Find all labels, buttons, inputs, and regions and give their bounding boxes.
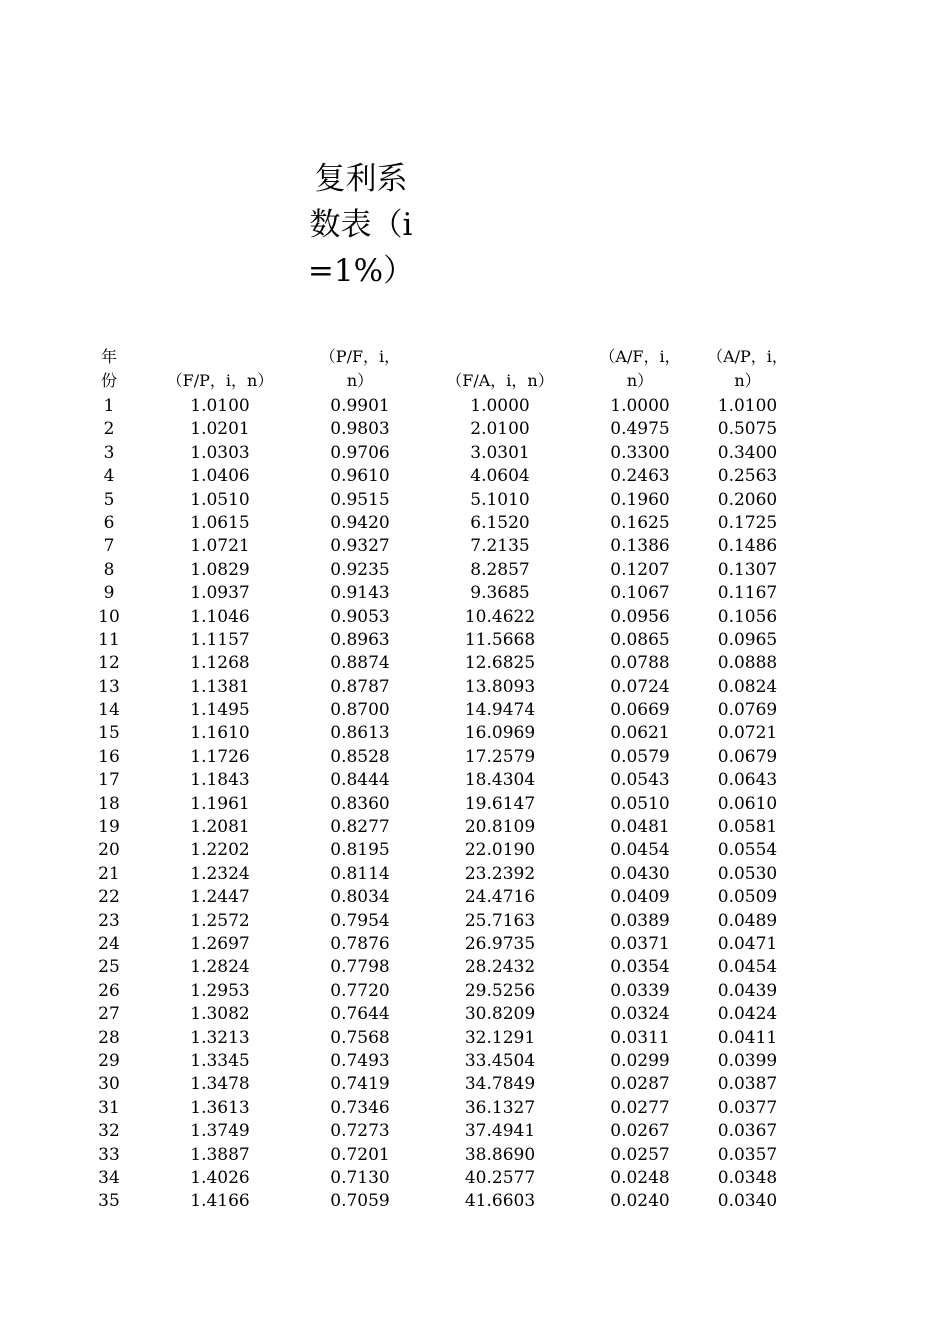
fp-cell: 1.1268 [190, 653, 250, 674]
pf-cell: 0.7201 [330, 1144, 390, 1165]
af-cell: 0.0389 [610, 910, 670, 931]
ap-cell: 0.0530 [717, 863, 778, 884]
fp-cell: 1.0829 [190, 559, 250, 580]
af-cell: 0.0299 [610, 1050, 670, 1071]
table-row [60, 722, 890, 745]
pf-cell: 0.7644 [330, 1004, 390, 1025]
fp-cell: 1.0406 [190, 466, 250, 487]
fp-cell: 1.0201 [190, 419, 250, 440]
pf-cell: 0.8963 [330, 629, 390, 650]
fp-cell: 1.0615 [190, 512, 250, 533]
year-cell: 21 [98, 863, 120, 884]
table-row [60, 1190, 890, 1213]
fa-cell: 7.2135 [470, 536, 530, 557]
af-cell: 0.0409 [610, 887, 670, 908]
ap-cell: 0.0377 [717, 1097, 778, 1118]
header-fa: （F/A，i，n） [446, 371, 554, 390]
year-cell: 12 [98, 653, 120, 674]
af-cell: 0.0669 [610, 700, 670, 721]
fp-cell: 1.1610 [190, 723, 250, 744]
table-row [60, 442, 890, 465]
ap-cell: 0.0387 [717, 1074, 778, 1095]
ap-cell: 0.0424 [717, 1004, 778, 1025]
ap-cell: 0.1486 [717, 536, 778, 557]
fa-cell: 33.4504 [464, 1050, 536, 1071]
pf-cell: 0.7419 [330, 1074, 390, 1095]
year-cell: 4 [103, 466, 115, 487]
pf-cell: 0.8787 [330, 676, 390, 697]
fp-cell: 1.1843 [190, 770, 250, 791]
year-cell: 32 [98, 1121, 120, 1142]
ap-cell: 0.1725 [717, 512, 778, 533]
af-cell: 0.1386 [610, 536, 670, 557]
year-cell: 18 [98, 793, 120, 814]
year-cell: 28 [98, 1027, 120, 1048]
fa-cell: 22.0190 [464, 840, 536, 861]
fp-cell: 1.3345 [190, 1050, 250, 1071]
pf-cell: 0.7493 [330, 1050, 390, 1071]
ap-cell: 0.0888 [717, 653, 778, 674]
table-row [60, 582, 890, 605]
fp-cell: 1.2824 [190, 957, 250, 978]
year-cell: 3 [103, 442, 115, 463]
table-row [60, 769, 890, 792]
ap-cell: 0.0769 [717, 700, 778, 721]
fp-cell: 1.3213 [190, 1027, 250, 1048]
af-cell: 0.0454 [610, 840, 670, 861]
ap-cell: 0.0965 [717, 629, 778, 650]
table-row [60, 1050, 890, 1073]
table-row [60, 489, 890, 512]
year-cell: 1 [103, 396, 115, 416]
header-ap: （A/P，i，n） [707, 347, 788, 390]
fa-cell: 8.2857 [470, 559, 530, 580]
table-row [60, 559, 890, 582]
fp-cell: 1.2953 [190, 980, 250, 1001]
af-cell: 0.1625 [610, 512, 670, 533]
ap-cell: 0.0509 [717, 887, 778, 908]
fa-cell: 17.2579 [464, 746, 536, 767]
year-cell: 25 [98, 957, 120, 978]
table-row [60, 652, 890, 675]
af-cell: 0.0543 [610, 770, 670, 791]
fp-cell: 1.3887 [190, 1144, 250, 1165]
table-row [60, 746, 890, 769]
fp-cell: 1.3478 [190, 1074, 250, 1095]
pf-cell: 0.8195 [330, 840, 390, 861]
ap-cell: 1.0100 [717, 396, 778, 416]
fa-cell: 32.1291 [464, 1027, 536, 1048]
pf-cell: 0.9803 [330, 419, 390, 440]
year-cell: 8 [103, 559, 115, 580]
af-cell: 0.0267 [610, 1121, 670, 1142]
compound-interest-table [60, 345, 890, 1214]
fa-cell: 28.2432 [464, 957, 536, 978]
pf-cell: 0.8528 [330, 746, 390, 767]
fa-cell: 30.8209 [464, 1004, 536, 1025]
pf-cell: 0.8360 [330, 793, 390, 814]
ap-cell: 0.0581 [717, 817, 778, 838]
table-row [60, 629, 890, 652]
pf-cell: 0.7954 [330, 910, 390, 931]
pf-cell: 0.7876 [330, 933, 390, 954]
fp-cell: 1.2697 [190, 933, 250, 954]
year-cell: 14 [98, 700, 120, 721]
fa-cell: 14.9474 [464, 700, 536, 721]
af-cell: 0.0371 [610, 933, 670, 954]
fp-cell: 1.4026 [190, 1167, 250, 1188]
year-cell: 19 [98, 817, 120, 838]
fp-cell: 1.0100 [190, 396, 250, 416]
af-cell: 0.1067 [610, 583, 670, 604]
fp-cell: 1.1046 [190, 606, 250, 627]
af-cell: 0.1207 [610, 559, 670, 580]
ap-cell: 0.0471 [717, 933, 778, 954]
fa-cell: 18.4304 [464, 770, 536, 791]
table-row [60, 606, 890, 629]
ap-cell: 0.0643 [717, 770, 778, 791]
af-cell: 0.0481 [610, 817, 670, 838]
pf-cell: 0.9420 [330, 512, 390, 533]
header-af: （A/F，i，n） [599, 347, 681, 390]
fp-cell: 1.0721 [190, 536, 250, 557]
fa-cell: 24.4716 [464, 887, 536, 908]
year-cell: 27 [98, 1004, 120, 1025]
af-cell: 0.0277 [610, 1097, 670, 1118]
year-cell: 6 [103, 512, 115, 533]
fp-cell: 1.2202 [190, 840, 250, 861]
ap-cell: 0.3400 [717, 442, 778, 463]
table-row [60, 465, 890, 488]
table-row [60, 395, 890, 418]
year-cell: 7 [103, 536, 115, 557]
table-row [60, 1167, 890, 1190]
fp-cell: 1.1726 [190, 746, 250, 767]
table-row [60, 1097, 890, 1120]
fa-cell: 25.7163 [464, 910, 536, 931]
pf-cell: 0.9053 [330, 606, 390, 627]
fa-cell: 3.0301 [470, 442, 530, 463]
af-cell: 0.3300 [610, 442, 670, 463]
table-body [60, 395, 890, 1214]
table-row [60, 699, 890, 722]
ap-cell: 0.0610 [717, 793, 778, 814]
table-row [60, 910, 890, 933]
pf-cell: 0.7720 [330, 980, 390, 1001]
year-cell: 11 [98, 629, 120, 650]
af-cell: 0.0354 [610, 957, 670, 978]
fa-cell: 38.8690 [464, 1144, 536, 1165]
af-cell: 0.0248 [610, 1167, 670, 1188]
pf-cell: 0.9610 [330, 466, 390, 487]
fp-cell: 1.1157 [190, 629, 250, 650]
year-cell: 35 [98, 1191, 120, 1212]
pf-cell: 0.8034 [330, 887, 390, 908]
fa-cell: 37.4941 [464, 1121, 536, 1142]
ap-cell: 0.0554 [717, 840, 778, 861]
pf-cell: 0.8444 [330, 770, 390, 791]
table-row [60, 956, 890, 979]
pf-cell: 0.7059 [330, 1191, 390, 1212]
af-cell: 0.0240 [610, 1191, 670, 1212]
pf-cell: 0.7273 [330, 1121, 390, 1142]
fp-cell: 1.0510 [190, 489, 250, 510]
af-cell: 0.0510 [610, 793, 670, 814]
fa-cell: 5.1010 [470, 489, 530, 510]
year-cell: 5 [103, 489, 115, 510]
af-cell: 0.0865 [610, 629, 670, 650]
table-row [60, 933, 890, 956]
fa-cell: 6.1520 [470, 512, 530, 533]
table-row [60, 816, 890, 839]
fa-cell: 41.6603 [464, 1191, 536, 1212]
af-cell: 0.0311 [610, 1027, 670, 1048]
fa-cell: 12.6825 [464, 653, 536, 674]
af-cell: 0.2463 [610, 466, 670, 487]
fa-cell: 13.8093 [464, 676, 536, 697]
fp-cell: 1.0303 [190, 442, 250, 463]
af-cell: 0.0724 [610, 676, 670, 697]
pf-cell: 0.8874 [330, 653, 390, 674]
ap-cell: 0.0340 [717, 1191, 778, 1212]
table-row [60, 886, 890, 909]
ap-cell: 0.0439 [717, 980, 778, 1001]
af-cell: 0.0257 [610, 1144, 670, 1165]
table-row [60, 1073, 890, 1096]
fa-cell: 34.7849 [464, 1074, 536, 1095]
table-row [60, 1144, 890, 1167]
year-cell: 2 [103, 419, 115, 440]
fp-cell: 1.1381 [190, 676, 250, 697]
table-row [60, 863, 890, 886]
fp-cell: 1.3749 [190, 1121, 250, 1142]
table-row [60, 1120, 890, 1143]
ap-cell: 0.0679 [717, 746, 778, 767]
year-cell: 17 [98, 770, 120, 791]
fa-cell: 16.0969 [464, 723, 536, 744]
table-header [60, 345, 890, 395]
fa-cell: 4.0604 [470, 466, 530, 487]
fa-cell: 20.8109 [464, 817, 536, 838]
af-cell: 0.1960 [610, 489, 670, 510]
fa-cell: 26.9735 [464, 933, 536, 954]
pf-cell: 0.9235 [330, 559, 390, 580]
table-row [60, 418, 890, 441]
ap-cell: 0.0454 [717, 957, 778, 978]
year-cell: 23 [98, 910, 120, 931]
ap-cell: 0.0721 [717, 723, 778, 744]
table-row [60, 676, 890, 699]
year-cell: 16 [98, 746, 120, 767]
af-cell: 0.0339 [610, 980, 670, 1001]
fa-cell: 1.0000 [470, 396, 530, 416]
pf-cell: 0.8700 [330, 700, 390, 721]
pf-cell: 0.7130 [330, 1167, 390, 1188]
header-fp: （F/P，i，n） [166, 371, 274, 390]
ap-cell: 0.0348 [717, 1167, 778, 1188]
year-cell: 26 [98, 980, 120, 1001]
fp-cell: 1.3082 [190, 1004, 250, 1025]
fa-cell: 10.4622 [464, 606, 536, 627]
fa-cell: 11.5668 [464, 629, 536, 650]
pf-cell: 0.7346 [330, 1097, 390, 1118]
fa-cell: 19.6147 [464, 793, 536, 814]
year-cell: 34 [98, 1167, 120, 1188]
ap-cell: 0.2060 [717, 489, 778, 510]
fa-cell: 23.2392 [464, 863, 536, 884]
ap-cell: 0.5075 [717, 419, 778, 440]
fp-cell: 1.2324 [190, 863, 250, 884]
af-cell: 0.0430 [610, 863, 670, 884]
pf-cell: 0.9327 [330, 536, 390, 557]
pf-cell: 0.9515 [330, 489, 390, 510]
pf-cell: 0.9143 [330, 583, 390, 604]
pf-cell: 0.7798 [330, 957, 390, 978]
ap-cell: 0.2563 [717, 466, 778, 487]
table-row [60, 512, 890, 535]
fa-cell: 29.5256 [464, 980, 536, 1001]
table-row [60, 1003, 890, 1026]
year-cell: 20 [98, 840, 120, 861]
ap-cell: 0.1307 [717, 559, 778, 580]
pf-cell: 0.8613 [330, 723, 390, 744]
pf-cell: 0.8114 [330, 863, 390, 884]
year-cell: 15 [98, 723, 120, 744]
fp-cell: 1.1961 [190, 793, 250, 814]
table-row [60, 1027, 890, 1050]
pf-cell: 0.9706 [330, 442, 390, 463]
fa-cell: 2.0100 [470, 419, 530, 440]
fa-cell: 9.3685 [470, 583, 530, 604]
fp-cell: 1.4166 [190, 1191, 250, 1212]
year-cell: 24 [98, 933, 120, 954]
fa-cell: 40.2577 [464, 1167, 536, 1188]
fp-cell: 1.2572 [190, 910, 250, 931]
year-cell: 33 [98, 1144, 120, 1165]
table-row [60, 980, 890, 1003]
year-cell: 29 [98, 1050, 120, 1071]
ap-cell: 0.0367 [717, 1121, 778, 1142]
year-cell: 9 [103, 583, 115, 604]
ap-cell: 0.0489 [717, 910, 778, 931]
year-cell: 13 [98, 676, 120, 697]
pf-cell: 0.8277 [330, 817, 390, 838]
af-cell: 0.0287 [610, 1074, 670, 1095]
header-pf: （P/F，i，n） [319, 347, 401, 390]
fp-cell: 1.3613 [190, 1097, 250, 1118]
fp-cell: 1.1495 [190, 700, 250, 721]
ap-cell: 0.1167 [717, 583, 778, 604]
year-cell: 22 [98, 887, 120, 908]
af-cell: 0.4975 [610, 419, 670, 440]
pf-cell: 0.9901 [330, 396, 390, 416]
af-cell: 0.0621 [610, 723, 670, 744]
ap-cell: 0.0357 [717, 1144, 778, 1165]
year-cell: 30 [98, 1074, 120, 1095]
table-row [60, 839, 890, 862]
year-cell: 10 [98, 606, 120, 627]
table-row [60, 535, 890, 558]
ap-cell: 0.0399 [717, 1050, 778, 1071]
af-cell: 0.0788 [610, 653, 670, 674]
year-cell: 31 [98, 1097, 120, 1118]
fp-cell: 1.2081 [190, 817, 250, 838]
af-cell: 0.0579 [610, 746, 670, 767]
header-year: 年份 [100, 347, 117, 390]
table-row [60, 793, 890, 816]
ap-cell: 0.1056 [717, 606, 778, 627]
af-cell: 1.0000 [610, 396, 670, 416]
page-title: 复利系数表（i=1%） [307, 161, 415, 289]
fp-cell: 1.2447 [190, 887, 250, 908]
fp-cell: 1.0937 [190, 583, 250, 604]
af-cell: 0.0956 [610, 606, 670, 627]
af-cell: 0.0324 [610, 1004, 670, 1025]
fa-cell: 36.1327 [464, 1097, 536, 1118]
ap-cell: 0.0411 [717, 1027, 778, 1048]
pf-cell: 0.7568 [330, 1027, 390, 1048]
ap-cell: 0.0824 [717, 676, 778, 697]
